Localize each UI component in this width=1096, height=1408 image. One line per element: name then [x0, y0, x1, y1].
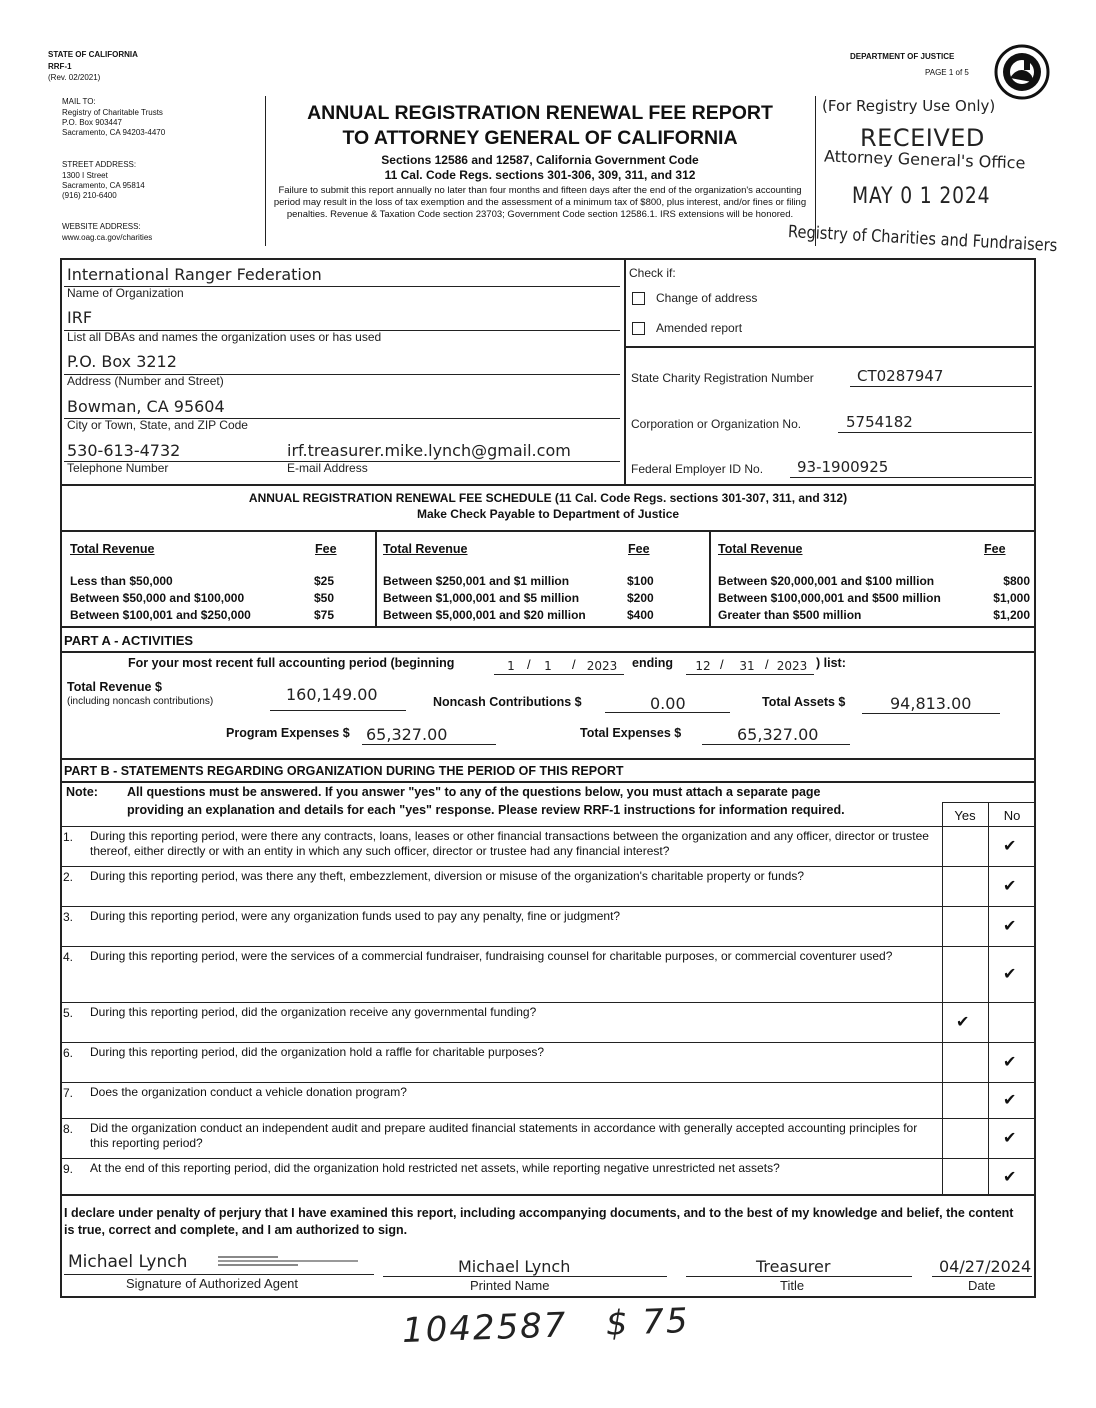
charity-reg-label: State Charity Registration Number [631, 371, 814, 385]
title-label: Title [780, 1278, 805, 1293]
website-link[interactable]: www.oag.ca.gov/charities [62, 233, 153, 242]
corp-number-value[interactable]: 5754182 [846, 413, 913, 431]
org-email-value[interactable]: irf.treasurer.mike.lynch@gmail.com [287, 441, 571, 460]
fee-col3-fees: $800 $1,000 $1,200 [993, 574, 1030, 622]
answer-no-cell[interactable] [989, 1003, 1035, 1042]
check-section-divider [624, 346, 1036, 348]
stamp-office: Attorney General's Office [823, 146, 1026, 173]
charity-reg-value[interactable]: CT0287947 [857, 367, 944, 385]
stamp-registry: Registry of Charities and Fundraisers [787, 222, 1058, 257]
handwritten-note: 1042587 $ 75 [401, 1300, 691, 1352]
question-number: 4. [63, 950, 74, 964]
org-phone-value[interactable]: 530-613-4732 [67, 441, 181, 460]
declaration-text: I declare under penalty of perjury that I have examined this report, including accompanying documents, and to the best of my knowledge and belief, the content is true, correct and complete, and I am authorized to sign. [64, 1206, 1014, 1237]
answer-yes-cell[interactable] [943, 907, 988, 946]
question-row-divider [60, 906, 1036, 907]
part-a-title: PART A - ACTIVITIES [64, 633, 194, 648]
no-check-mark-icon: ✔ [1003, 1054, 1017, 1071]
question-number: 7. [63, 1086, 74, 1100]
ending-label: ending [632, 656, 673, 670]
fee-col2-ranges: Between $250,001 and $1 million Between $1,000,001 and $5 million Between $5,000,001 and $20 million [383, 574, 586, 622]
form-title-line2: TO ATTORNEY GENERAL OF CALIFORNIA [342, 127, 738, 149]
digital-signature-stamp-icon [218, 1255, 368, 1269]
question-number: 2. [63, 870, 74, 884]
question-number: 5. [63, 1006, 74, 1020]
form-subtitle-regs: 11 Cal. Code Regs. sections 301-306, 309, 311, and 312 [384, 168, 696, 182]
date-label: Date [968, 1278, 996, 1293]
question-text: Does the organization conduct a vehicle donation program? [90, 1085, 407, 1099]
no-check-mark-icon: ✔ [1003, 1130, 1017, 1147]
begin-day[interactable]: 1 [544, 659, 552, 673]
printed-name-label: Printed Name [470, 1278, 550, 1293]
end-month[interactable]: 12 [695, 659, 711, 673]
fee-col1-fee-header: Fee [315, 542, 337, 556]
yes-column-header: Yes [954, 808, 976, 823]
fee-col1-fees: $25 $50 $75 [314, 574, 335, 622]
fein-value[interactable]: 93-1900925 [797, 458, 889, 476]
org-phone-label: Telephone Number [67, 461, 169, 475]
form-subtitle-sections: Sections 12586 and 12587, California Government Code [381, 153, 699, 167]
website-label: WEBSITE ADDRESS: [62, 222, 141, 231]
question-row-divider [60, 1082, 1036, 1083]
org-name-label: Name of Organization [67, 286, 184, 300]
question-text: During this reporting period, were the services of a commercial fundraiser, fundraising counsel for charitable purposes, or commercial coventurer used? [90, 949, 893, 963]
total-assets-value[interactable]: 94,813.00 [890, 694, 972, 713]
org-name-value[interactable]: International Ranger Federation [67, 265, 322, 284]
corp-number-label: Corporation or Organization No. [631, 417, 802, 431]
department-label: DEPARTMENT OF JUSTICE [850, 52, 955, 61]
change-address-label: Change of address [656, 291, 758, 305]
street-address-label: STREET ADDRESS: [62, 160, 137, 169]
program-expenses-value[interactable]: 65,327.00 [366, 725, 448, 744]
total-revenue-label: Total Revenue $ [67, 680, 162, 694]
end-year[interactable]: 2023 [776, 659, 808, 673]
answer-yes-cell[interactable] [943, 947, 988, 1002]
question-text: Did the organization conduct an independent audit and prepare audited financial statements in accordance with generally accepted accounting principles for this reporting period? [90, 1121, 918, 1150]
org-dba-value[interactable]: IRF [67, 308, 93, 327]
org-city-label: City or Town, State, and ZIP Code [67, 418, 248, 432]
fee-schedule-payable: Make Check Payable to Department of Justice [416, 507, 680, 521]
period-label: For your most recent full accounting period (beginning [128, 656, 455, 670]
begin-month[interactable]: 1 [507, 659, 515, 673]
question-number: 9. [63, 1162, 74, 1176]
fee-col2-fee-header: Fee [628, 542, 650, 556]
fee-col3-revenue-header: Total Revenue [718, 542, 803, 556]
doj-seal-icon [994, 44, 1050, 100]
answer-yes-cell[interactable] [943, 1119, 988, 1158]
question-text: During this reporting period, did the organization hold a raffle for charitable purposes? [90, 1045, 545, 1059]
question-text: During this reporting period, was there any theft, embezzlement, diversion or misuse of the organization's charitable property or funds? [90, 869, 804, 883]
question-row-divider [60, 826, 1036, 827]
question-text: During this reporting period, were any organization funds used to pay any penalty, fine or judgment? [90, 909, 621, 923]
total-revenue-value[interactable]: 160,149.00 [286, 685, 378, 704]
header-divider-left [265, 96, 266, 246]
no-column-header: No [1003, 808, 1021, 823]
fee-col2-fees: $100 $200 $400 [627, 574, 654, 622]
form-title-line1: ANNUAL REGISTRATION RENEWAL FEE REPORT [307, 102, 773, 124]
title-value[interactable]: Treasurer [756, 1257, 831, 1276]
change-address-checkbox[interactable] [632, 292, 645, 305]
fein-label: Federal Employer ID No. [631, 462, 764, 476]
question-text: During this reporting period, did the organization receive any governmental funding? [90, 1005, 537, 1019]
form-revision: (Rev. 02/2021) [48, 73, 101, 82]
printed-name-value[interactable]: Michael Lynch [458, 1257, 571, 1276]
no-check-mark-icon: ✔ [1003, 1169, 1017, 1186]
no-check-mark-icon: ✔ [1003, 1092, 1017, 1109]
check-if-label: Check if: [629, 266, 676, 280]
answer-yes-cell[interactable] [943, 1083, 988, 1118]
question-row-divider [60, 1118, 1036, 1119]
street-address: 1300 I Street Sacramento, CA 95814 (916) 210-6400 [62, 171, 145, 200]
state-label: STATE OF CALIFORNIA [48, 50, 138, 59]
question-text: During this reporting period, were there any contracts, loans, leases or other financial transactions between the organization and any officer, director or trustee thereof, either directly or with an entity in which any such officer, director or trustee had any financial interest? [90, 829, 929, 858]
yes-check-mark-icon: ✔ [956, 1014, 970, 1031]
org-address-label: Address (Number and Street) [67, 374, 224, 388]
begin-year[interactable]: 2023 [586, 659, 618, 673]
registry-use-label: (For Registry Use Only) [822, 97, 996, 115]
fee-col3-fee-header: Fee [984, 542, 1006, 556]
period-list-label: ) list: [816, 656, 846, 670]
form-notice: Failure to submit this report annually no later than four months and fifteen days after the end of the organization's accounting period may result in the loss of tax exemption and the assessment of a minimum tax of $800, plus interest, and/or fines or filing penalties. Revenue & Taxation Code section 23703; Government Code section 12586.1. IRS extensions will be honored. [273, 185, 807, 220]
stamp-date: MAY 0 1 2024 [852, 184, 991, 209]
program-expenses-label: Program Expenses $ [226, 726, 350, 740]
question-number: 8. [63, 1122, 74, 1136]
total-expenses-label: Total Expenses $ [580, 726, 682, 740]
noncash-value[interactable]: 0.00 [650, 694, 686, 713]
question-text: At the end of this reporting period, did the organization hold restricted net assets, while reporting negative unrestricted net assets? [90, 1161, 780, 1175]
question-number: 1. [63, 830, 74, 844]
signature-label: Signature of Authorized Agent [126, 1276, 299, 1291]
org-email-label: E-mail Address [287, 461, 368, 475]
date-value[interactable]: 04/27/2024 [939, 1257, 1032, 1276]
part-b-note-line1: All questions must be answered. If you answer "yes" to any of the questions below, you must attach a separate page [127, 785, 821, 799]
question-row-divider [60, 946, 1036, 947]
total-revenue-note: (including noncash contributions) [67, 696, 214, 707]
signature-value[interactable]: Michael Lynch [68, 1252, 188, 1272]
fee-schedule-title: ANNUAL REGISTRATION RENEWAL FEE SCHEDULE (11 Cal. Code Regs. sections 301-307, 311, and 312) [248, 491, 848, 505]
question-row-divider [60, 866, 1036, 867]
fee-col1-ranges: Less than $50,000 Between $50,000 and $100,000 Between $100,001 and $250,000 [70, 574, 251, 622]
no-check-mark-icon: ✔ [1003, 838, 1017, 855]
total-expenses-value[interactable]: 65,327.00 [737, 725, 819, 744]
answer-yes-cell[interactable] [943, 827, 988, 866]
answer-yes-cell[interactable] [943, 867, 988, 906]
stamp-received: RECEIVED [860, 124, 985, 152]
form-id: RRF-1 [48, 62, 72, 71]
question-row-divider [60, 1002, 1036, 1003]
org-city-value[interactable]: Bowman, CA 95604 [67, 397, 225, 416]
no-check-mark-icon: ✔ [1003, 878, 1017, 895]
page-number: PAGE 1 of 5 [925, 68, 969, 77]
question-row-divider [60, 1158, 1036, 1159]
org-dba-label: List all DBAs and names the organization uses or has used [67, 330, 382, 344]
org-info-divider [624, 258, 626, 486]
no-check-mark-icon: ✔ [1003, 918, 1017, 935]
mail-to-address: Registry of Charitable Trusts P.O. Box 903447 Sacramento, CA 94203-4470 [62, 108, 166, 137]
total-assets-label: Total Assets $ [762, 695, 846, 709]
question-number: 3. [63, 910, 74, 924]
noncash-label: Noncash Contributions $ [433, 695, 582, 709]
amended-report-label: Amended report [656, 321, 743, 335]
part-b-note-line2: providing an explanation and details for each "yes" response. Please review RRF-1 instructions for information required. [127, 803, 845, 817]
fee-col1-revenue-header: Total Revenue [70, 542, 155, 556]
amended-report-checkbox[interactable] [632, 322, 645, 335]
part-b-title: PART B - STATEMENTS REGARDING ORGANIZATION DURING THE PERIOD OF THIS REPORT [64, 764, 624, 778]
end-day[interactable]: 31 [739, 659, 755, 673]
org-address-value[interactable]: P.O. Box 3212 [67, 352, 177, 371]
fee-col2-revenue-header: Total Revenue [383, 542, 468, 556]
no-check-mark-icon: ✔ [1003, 966, 1017, 983]
fee-col3-ranges: Between $20,000,001 and $100 million Between $100,000,001 and $500 million Greater than $500 million [718, 574, 941, 622]
question-number: 6. [63, 1046, 74, 1060]
answer-yes-cell[interactable] [943, 1159, 988, 1196]
question-row-divider [60, 1042, 1036, 1043]
answer-yes-cell[interactable] [943, 1043, 988, 1082]
mail-to-label: MAIL TO: [62, 97, 96, 106]
part-b-note-label: Note: [66, 785, 98, 799]
